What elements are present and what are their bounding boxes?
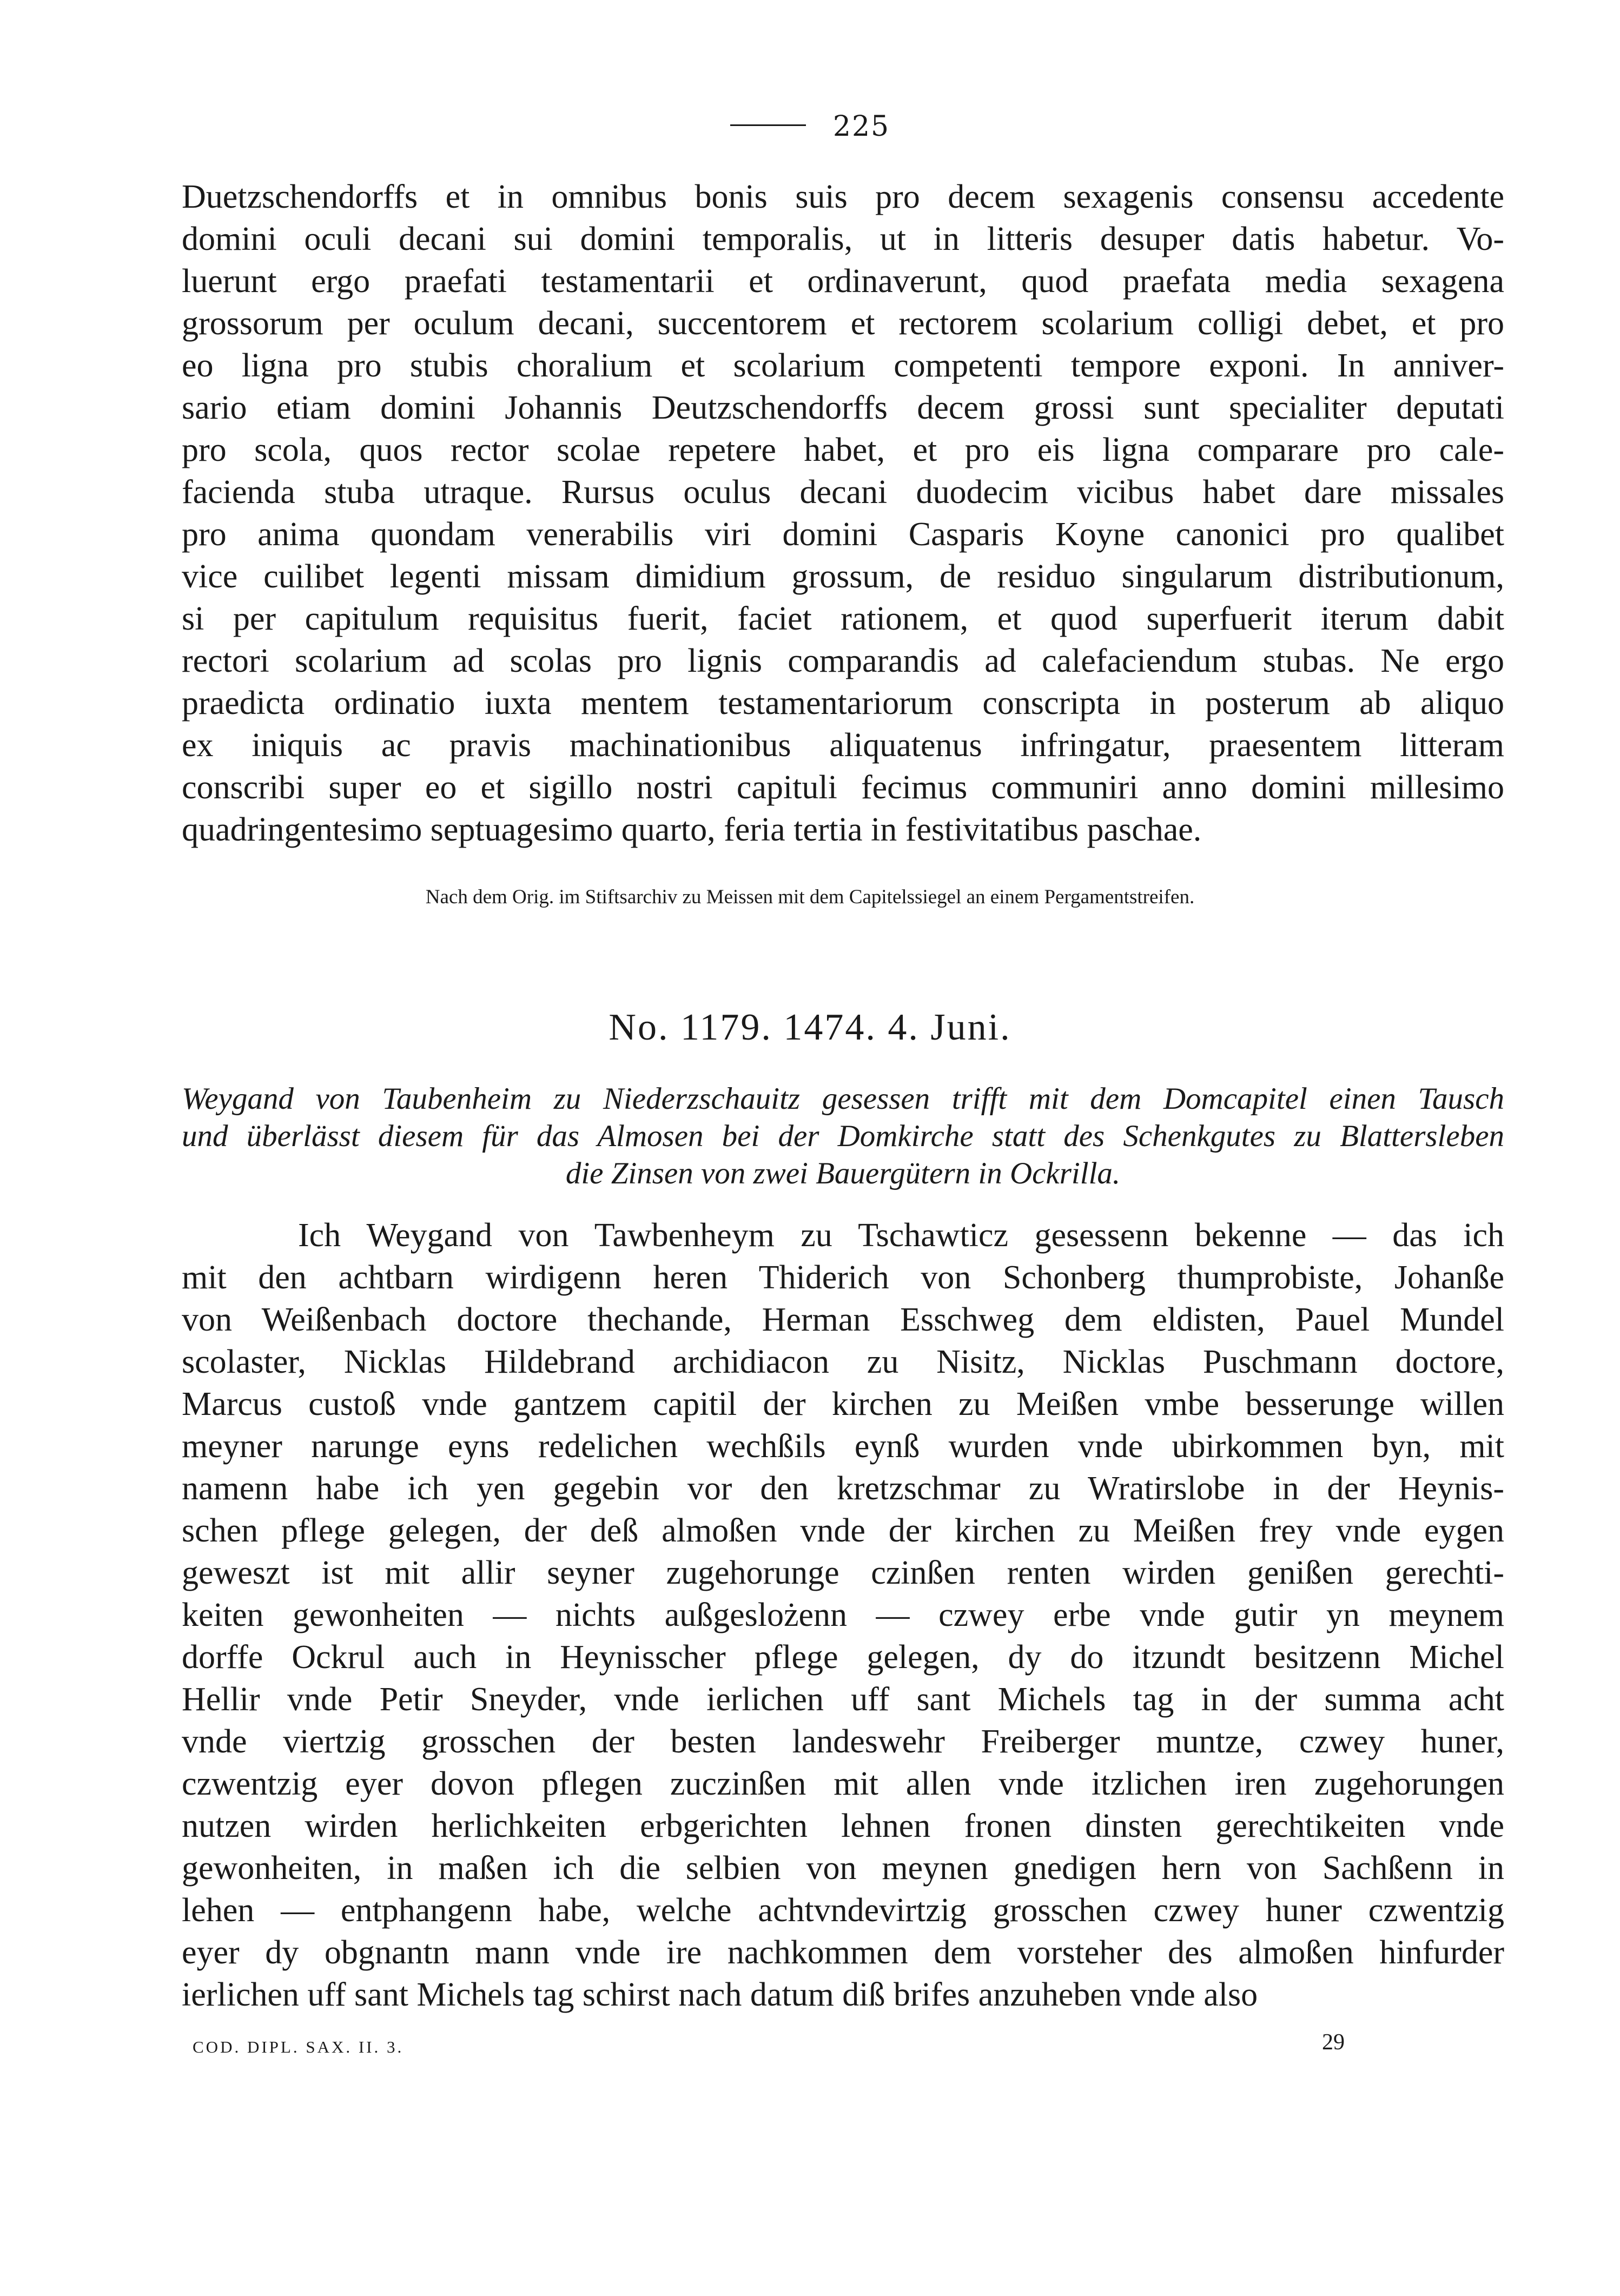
text-line: czwentzig eyer dovon pflegen zuczinßen mit allen vnde itzlichen iren zugehorungen [182,1765,1504,1802]
document-title: No. 1179. 1474. 4. Juni. [609,1007,1011,1048]
text-line: ex iniquis ac pravis machinationibus aliquatenus infringatur, praesentem litteram [182,727,1504,764]
source-note: Nach dem Orig. im Stiftsarchiv zu Meissen mit dem Capitelssiegel an einem Pergamentstreifen. [425,886,1195,908]
text-line: geweszt ist mit allir seyner zugehorunge czinßen renten wirden genißen gerechti- [182,1554,1504,1591]
text-line: luerunt ergo praefati testamentarii et ordinaverunt, quod praefata media sexagena [182,263,1504,300]
text-line: pro anima quondam venerabilis viri domini Casparis Koyne canonici pro qualibet [182,516,1504,553]
text-line: schen pflege gelegen, der deß almoßen vnde der kirchen zu Meißen frey vnde eygen [182,1512,1504,1549]
text-line: Marcus custoß vnde gantzem capitil der kirchen zu Meißen vmbe besserunge willen [182,1386,1504,1422]
text-line: Hellir vnde Petir Sneyder, vnde ierlichen uff sant Michels tag in der summa acht [182,1681,1504,1718]
text-line: Weygand von Taubenheim zu Niederzschauitz gesessen trifft mit dem Domcapitel einen Tausch [182,1082,1504,1116]
page-number: 225 [832,110,890,143]
text-line: rectori scolarium ad scolas pro lignis comparandis ad calefaciendum stubas. Ne ergo [182,643,1504,679]
text-line: und überlässt diesem für das Almosen bei der Domkirche statt des Schenkgutes zu Blattersleben [182,1119,1504,1153]
text-line: vice cuilibet legenti missam dimidium grossum, de residuo singularum distributionum, [182,558,1504,595]
text-line: gewonheiten, in maßen ich die selbien von meynen gnedigen hern von Sachßenn in [182,1850,1504,1887]
footer-signature: COD. DIPL. SAX. II. 3. [193,2037,404,2056]
text-line: Duetzschendorffs et in omnibus bonis suis pro decem sexagenis consensu accedente [182,178,1504,215]
text-line: eyer dy obgnantn mann vnde ire nachkommen dem vorsteher des almoßen hinfurder [182,1934,1504,1971]
text-line: keiten gewonheiten — nichts außgeslożenn — czwey erbe vnde gutir yn meynem [182,1597,1504,1633]
text-line: grossorum per oculum decani, succentorem et rectorem scolarium colligi debet, et pro [182,305,1504,342]
text-line: sario etiam domini Johannis Deutzschendorffs decem grossi sunt specialiter deputati [182,389,1504,426]
text-line: facienda stuba utraque. Rursus oculus decani duodecim vicibus habet dare missales [182,474,1504,511]
text-line: si per capitulum requisitus fuerit, faciet rationem, et quod superfuerit iterum dabit [182,600,1504,637]
page-header [0,110,1620,143]
text-line: praedicta ordinatio iuxta mentem testamentariorum conscripta in posterum ab aliquo [182,685,1504,722]
text-line: vnde viertzig grosschen der besten landeswehr Freiberger muntze, czwey huner, [182,1723,1504,1760]
text-line: meyner narunge eyns redelichen wechßils eynß wurden vnde ubirkommen byn, mit [182,1428,1504,1465]
document-text [182,1214,1504,2016]
text-line: von Weißenbach doctore thechande, Herman Esschweg dem eldisten, Pauel Mundel [182,1301,1504,1338]
text-line: eo ligna pro stubis choralium et scolarium competenti tempore exponi. In anniver- [182,347,1504,384]
text-line: dorffe Ockrul auch in Heynisscher pflege gelegen, dy do itzundt besitzenn Michel [182,1639,1504,1676]
regest [182,1080,1504,1192]
text-line: die Zinsen von zwei Bauergütern in Ockrilla. [565,1156,1121,1190]
text-line: conscribi super eo et sigillo nostri capituli fecimus communiri anno domini millesimo [182,769,1504,806]
text-line: pro scola, quos rector scolae repetere habet, et pro eis ligna comparare pro cale- [182,432,1504,468]
text-line: Ich Weygand von Tawbenheym zu Tschawticz gesessenn bekenne — das ich [298,1217,1504,1254]
text-line: domini oculi decani sui domini temporalis, ut in litteris desuper datis habetur. Vo- [182,221,1504,257]
text-line: quadringentesimo septuagesimo quarto, feria tertia in festivitatibus paschae. [182,811,1202,848]
continuation-text [182,176,1504,851]
text-line: ierlichen uff sant Michels tag schirst nach datum diß brifes anzuheben vnde also [182,1976,1258,2013]
text-line: nutzen wirden herlichkeiten erbgerichten lehnen fronen dinsten gerechtikeiten vnde [182,1808,1504,1844]
header-rule [730,124,806,126]
text-line: scolaster, Nicklas Hildebrand archidiacon zu Nisitz, Nicklas Puschmann doctore, [182,1344,1504,1380]
text-line: namenn habe ich yen gegebin vor den kretzschmar zu Wratirslobe in der Heynis- [182,1470,1504,1507]
text-line: mit den achtbarn wirdigenn heren Thiderich von Schonberg thumprobiste, Johanße [182,1259,1504,1296]
signature-number: 29 [1322,2030,1345,2055]
text-line: lehen — entphangenn habe, welche achtvndevirtzig grosschen czwey huner czwentzig [182,1892,1504,1929]
